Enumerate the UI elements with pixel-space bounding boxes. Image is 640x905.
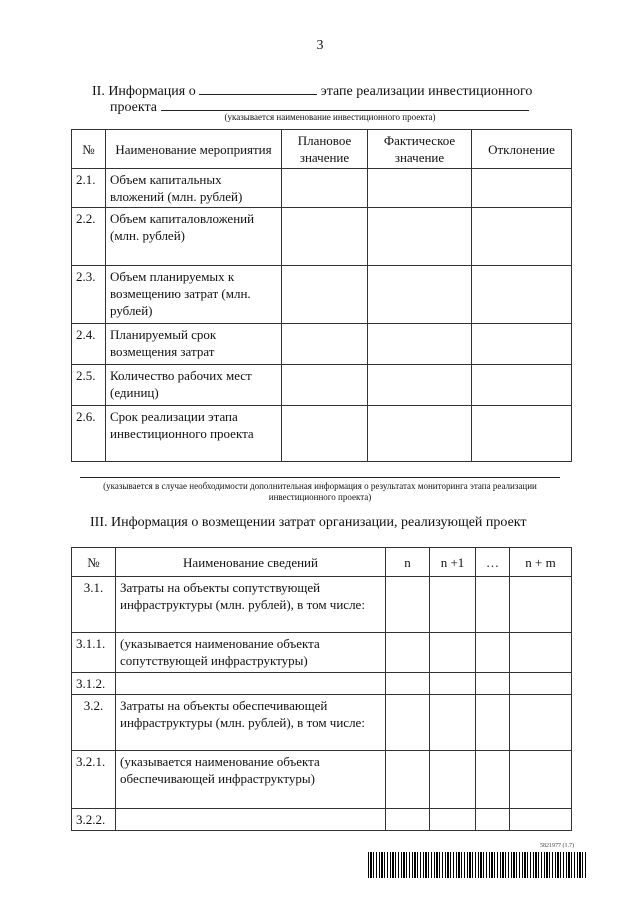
table-row — [72, 809, 572, 831]
planned-cell — [282, 208, 368, 266]
col-header-n-plus-m: n + m — [510, 548, 572, 577]
table-row — [72, 751, 572, 809]
barcode-image — [368, 852, 588, 878]
col-header-event-name: Наименование мероприятия — [106, 130, 282, 169]
col-header-deviation: Отклонение — [472, 130, 572, 169]
project-name-hint: (указывается наименование инвестиционного проекта) — [224, 112, 436, 122]
table-row — [72, 324, 572, 365]
section2-heading-prefix: II. Информация о — [92, 84, 196, 99]
row-number: 2.5. — [72, 365, 106, 406]
col-header-number: № — [72, 130, 106, 169]
row-name: (указывается наименование объекта обеспечивающей инфраструктуры) — [116, 751, 386, 809]
value-cell — [476, 633, 510, 673]
deviation-cell — [472, 324, 572, 365]
value-cell — [386, 695, 430, 751]
section2-table — [71, 129, 572, 462]
planned-cell — [282, 266, 368, 324]
barcode-label: 5821977 (1.7) — [540, 843, 574, 849]
table-row — [72, 365, 572, 406]
row-number: 3.2.2. — [72, 809, 116, 831]
row-number: 2.3. — [72, 266, 106, 324]
row-number: 3.1. — [72, 577, 116, 633]
value-cell — [430, 695, 476, 751]
section3-header-row — [72, 548, 572, 577]
table-row — [72, 633, 572, 673]
section2-project-label: проекта — [110, 100, 157, 115]
monitoring-footnote: (указывается в случае необходимости дополнительная информация о результатах мониторинга этапа реализации инвестиционного проекта) — [103, 481, 537, 502]
table-row — [72, 695, 572, 751]
deviation-cell — [472, 266, 572, 324]
row-name: Планируемый срок возмещения затрат — [106, 324, 282, 365]
value-cell — [430, 809, 476, 831]
row-name: Срок реализации этапа инвестиционного проекта — [106, 406, 282, 462]
col-header-number: № — [72, 548, 116, 577]
planned-cell — [282, 406, 368, 462]
row-name: Затраты на объекты сопутствующей инфраструктуры (млн. рублей), в том числе: — [116, 577, 386, 633]
section2-heading-suffix: этапе реализации инвестиционного — [320, 84, 533, 99]
row-number: 3.1.2. — [72, 673, 116, 695]
actual-cell — [368, 324, 472, 365]
value-cell — [476, 751, 510, 809]
actual-cell — [368, 266, 472, 324]
col-header-n-plus-1: n +1 — [430, 548, 476, 577]
row-number: 3.2.1. — [72, 751, 116, 809]
row-name: Количество рабочих мест (единиц) — [106, 365, 282, 406]
row-number: 2.2. — [72, 208, 106, 266]
page-number: 3 — [316, 38, 324, 53]
value-cell — [510, 695, 572, 751]
table-row — [72, 169, 572, 208]
section2-header-row — [72, 130, 572, 169]
actual-cell — [368, 406, 472, 462]
row-number: 2.6. — [72, 406, 106, 462]
value-cell — [386, 809, 430, 831]
deviation-cell — [472, 406, 572, 462]
value-cell — [430, 673, 476, 695]
value-cell — [476, 809, 510, 831]
value-cell — [386, 633, 430, 673]
actual-cell — [368, 365, 472, 406]
col-header-ellipsis: … — [476, 548, 510, 577]
actual-cell — [368, 169, 472, 208]
row-name: Объем планируемых к возмещению затрат (млн. рублей) — [106, 266, 282, 324]
row-name — [116, 809, 386, 831]
col-header-planned: Плановое значение — [282, 130, 368, 169]
deviation-cell — [472, 208, 572, 266]
footnote-rule — [80, 477, 560, 478]
section3-table — [71, 547, 572, 831]
value-cell — [510, 751, 572, 809]
table-row — [72, 266, 572, 324]
row-number: 2.4. — [72, 324, 106, 365]
table-row — [72, 208, 572, 266]
value-cell — [510, 809, 572, 831]
table-row — [72, 577, 572, 633]
table-row — [72, 406, 572, 462]
row-name: Объем капиталовложений (млн. рублей) — [106, 208, 282, 266]
value-cell — [510, 633, 572, 673]
value-cell — [476, 577, 510, 633]
col-header-n: n — [386, 548, 430, 577]
col-header-actual: Фактическое значение — [368, 130, 472, 169]
planned-cell — [282, 324, 368, 365]
value-cell — [386, 751, 430, 809]
planned-cell — [282, 169, 368, 208]
value-cell — [510, 577, 572, 633]
value-cell — [386, 577, 430, 633]
deviation-cell — [472, 365, 572, 406]
row-name: Затраты на объекты обеспечивающей инфраструктуры (млн. рублей), в том числе: — [116, 695, 386, 751]
planned-cell — [282, 365, 368, 406]
table-row — [72, 673, 572, 695]
value-cell — [510, 673, 572, 695]
stage-blank-line — [199, 80, 317, 95]
col-header-info-name: Наименование сведений — [116, 548, 386, 577]
row-name — [116, 673, 386, 695]
value-cell — [476, 695, 510, 751]
deviation-cell — [472, 169, 572, 208]
row-name: (указывается наименование объекта сопутствующей инфраструктуры) — [116, 633, 386, 673]
row-name: Объем капитальных вложений (млн. рублей) — [106, 169, 282, 208]
row-number: 2.1. — [72, 169, 106, 208]
project-blank-line — [161, 96, 529, 111]
value-cell — [476, 673, 510, 695]
row-number: 3.1.1. — [72, 633, 116, 673]
value-cell — [430, 751, 476, 809]
value-cell — [430, 633, 476, 673]
actual-cell — [368, 208, 472, 266]
row-number: 3.2. — [72, 695, 116, 751]
section3-title: III. Информация о возмещении затрат организации, реализующей проект — [90, 515, 527, 530]
value-cell — [386, 673, 430, 695]
value-cell — [430, 577, 476, 633]
